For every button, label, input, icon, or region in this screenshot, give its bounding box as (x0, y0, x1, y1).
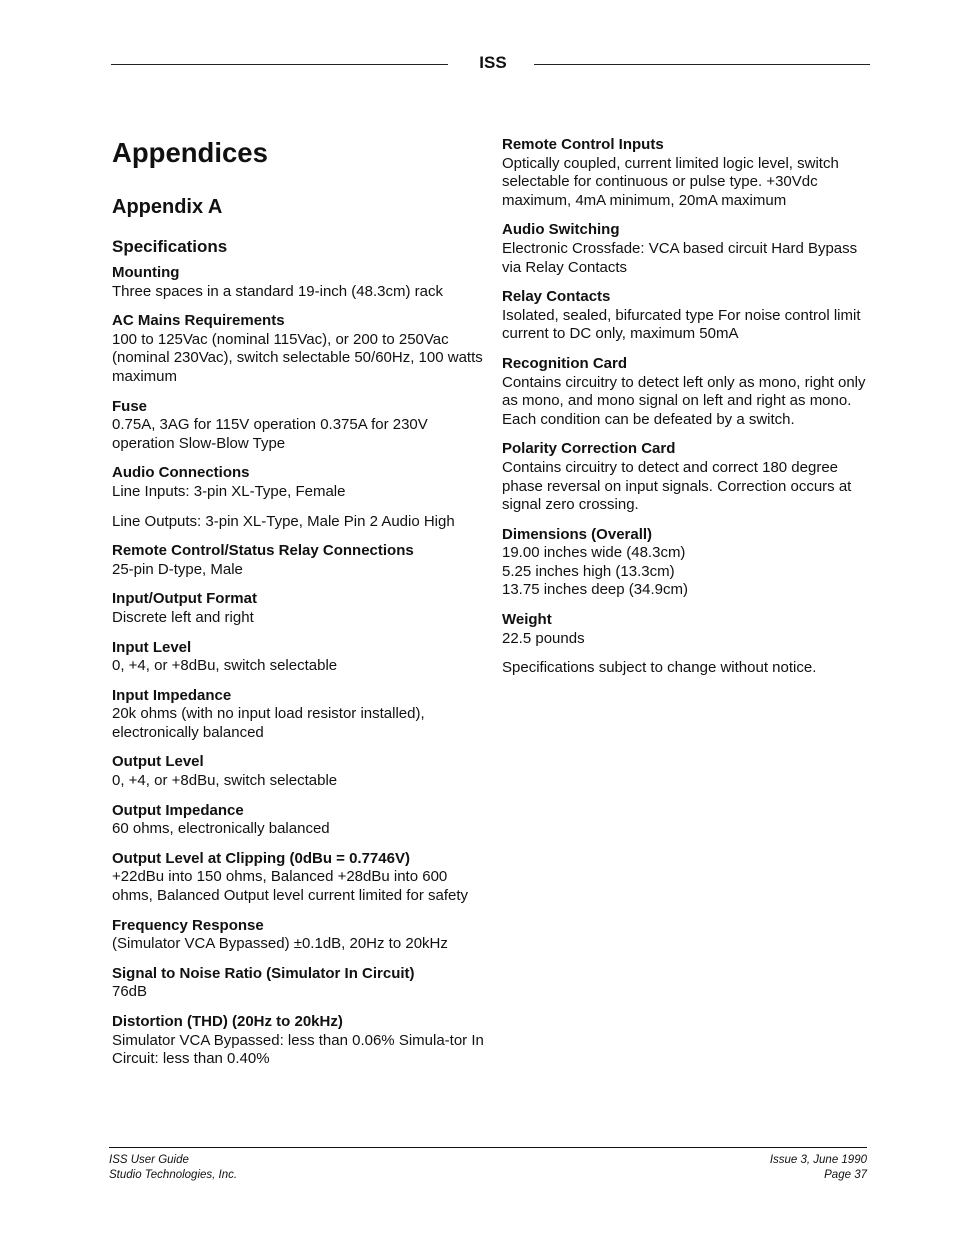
spec-value: 100 to 125Vac (nominal 115Vac), or 200 to 250Vac (nominal 230Vac), switch selectable 50/60Hz, 100 watts maximum (112, 330, 483, 385)
spec-value: 20k ohms (with no input load resistor installed), electronically balanced (112, 705, 425, 741)
spec-value: 22.5 pounds (502, 629, 585, 647)
spec-label: Dimensions (Overall) (502, 525, 653, 543)
spec-value: Contains circuitry to detect left only as mono, right only as mono, and mono signal on left and right as mono. Each condition can be defeated by a switch. (502, 373, 866, 428)
header-title: ISS (479, 53, 507, 72)
spec-label: Output Impedance (112, 801, 244, 819)
footer-company: Studio Technologies, Inc. (109, 1169, 238, 1181)
spec-remote-control-relay (112, 542, 484, 579)
spec-audio-connections (112, 464, 484, 501)
spec-value: 0.75A, 3AG for 115V operation 0.375A for 230V operation Slow-Blow Type (112, 416, 428, 452)
spec-snr (112, 965, 484, 1002)
spec-value: Line Inputs: 3-pin XL-Type, Female (112, 482, 346, 500)
footer-rule (109, 1147, 867, 1148)
spec-label: Weight (502, 611, 552, 629)
footer-doc-title: ISS User Guide (109, 1154, 189, 1166)
line-outputs-text: Line Outputs: 3-pin XL-Type, Male Pin 2 Audio High (112, 512, 455, 530)
spec-label: Output Level at Clipping (0dBu = 0.7746V) (112, 849, 410, 867)
spec-value: 0, +4, or +8dBu, switch selectable (112, 772, 338, 790)
spec-value: Electronic Crossfade: VCA based circuit Hard Bypass via Relay Contacts (502, 239, 858, 276)
spec-value: Isolated, sealed, bifurcated type For noise control limit current to DC only, maximum 50mA (502, 306, 861, 343)
spec-label: Fuse (112, 397, 148, 415)
appendix-heading: Appendix A (112, 196, 223, 218)
spec-audio-switching (502, 221, 872, 277)
spec-input-level (112, 639, 484, 676)
spec-frequency-response (112, 917, 484, 954)
spec-label: Polarity Correction Card (502, 440, 676, 458)
spec-input-impedance (112, 687, 484, 743)
spec-label: Remote Control/Status Relay Connections (112, 542, 414, 560)
spec-label: Audio Connections (112, 464, 250, 482)
page-title: Appendices (112, 137, 268, 168)
spec-value: 60 ohms, electronically balanced (112, 820, 330, 838)
spec-value: Simulator VCA Bypassed: less than 0.06% Simula-tor In Circuit: less than 0.40% (112, 1031, 484, 1068)
spec-remote-control-inputs (502, 136, 872, 210)
dimension-height: 5.25 inches high (13.3cm) (502, 562, 675, 580)
spec-value: (Simulator VCA Bypassed) ±0.1dB, 20Hz to 20kHz (112, 935, 448, 953)
spec-label: Frequency Response (112, 916, 264, 934)
header-rule-left (111, 64, 448, 65)
spec-label: Signal to Noise Ratio (Simulator In Circuit) (112, 964, 415, 982)
spec-polarity-correction-card (502, 440, 872, 514)
footer-right (770, 1153, 867, 1183)
spec-output-level (112, 753, 484, 790)
spec-value: Contains circuitry to detect and correct 180 degree phase reversal on input signals. Correction occurs at signal zero crossing. (502, 458, 852, 514)
spec-io-format (112, 590, 484, 627)
spec-value: 76dB (112, 983, 148, 1001)
spec-value: Three spaces in a standard 19-inch (48.3cm) rack (112, 282, 443, 300)
footer-issue: Issue 3, June 1990 (769, 1154, 867, 1166)
spec-label: Recognition Card (502, 354, 628, 372)
spec-relay-contacts (502, 288, 872, 344)
page-header (111, 50, 870, 78)
spec-output-impedance (112, 802, 484, 839)
footer-page-number: Page 37 (824, 1169, 867, 1181)
left-column (112, 136, 484, 1080)
spec-label: AC Mains Requirements (112, 312, 285, 330)
spec-value: +22dBu into 150 ohms, Balanced +28dBu into 600 ohms, Balanced Output level current limited for safety (112, 868, 469, 905)
spec-weight (502, 611, 872, 648)
spec-value: Discrete left and right (112, 608, 254, 626)
spec-label: Output Level (112, 753, 204, 771)
footer-left (109, 1153, 237, 1183)
spec-value: 0, +4, or +8dBu, switch selectable (112, 657, 338, 675)
page-footer (109, 1147, 867, 1183)
spec-mounting (112, 264, 484, 301)
spec-distortion (112, 1013, 484, 1069)
spec-value: 25-pin D-type, Male (112, 560, 243, 578)
spec-ac-mains (112, 312, 484, 386)
spec-value: Optically coupled, current limited logic level, switch selectable for continuous or pulse type. +30Vdc maximum, 4mA minimum, 20mA maximum (502, 154, 839, 209)
header-rule-right (534, 64, 870, 65)
spec-label: Relay Contacts (502, 288, 611, 306)
dimension-depth: 13.75 inches deep (34.9cm) (502, 581, 688, 599)
spec-label: Input Impedance (112, 686, 232, 704)
spec-dimensions (502, 526, 872, 600)
spec-label: Input Level (112, 638, 192, 656)
spec-label: Distortion (THD) (20Hz to 20kHz) (112, 1013, 343, 1030)
dimension-width: 19.00 inches wide (48.3cm) (502, 544, 686, 562)
right-column (502, 136, 872, 689)
spec-recognition-card (502, 355, 872, 429)
spec-label: Mounting (112, 264, 180, 281)
spec-output-clipping (112, 850, 484, 906)
notice-text: Specifications subject to change without notice. (502, 659, 817, 677)
section-heading: Specifications (112, 237, 228, 256)
spec-label: Input/Output Format (112, 590, 257, 608)
spec-label: Audio Switching (502, 221, 620, 239)
spec-label: Remote Control Inputs (502, 136, 664, 153)
spec-fuse (112, 398, 484, 454)
